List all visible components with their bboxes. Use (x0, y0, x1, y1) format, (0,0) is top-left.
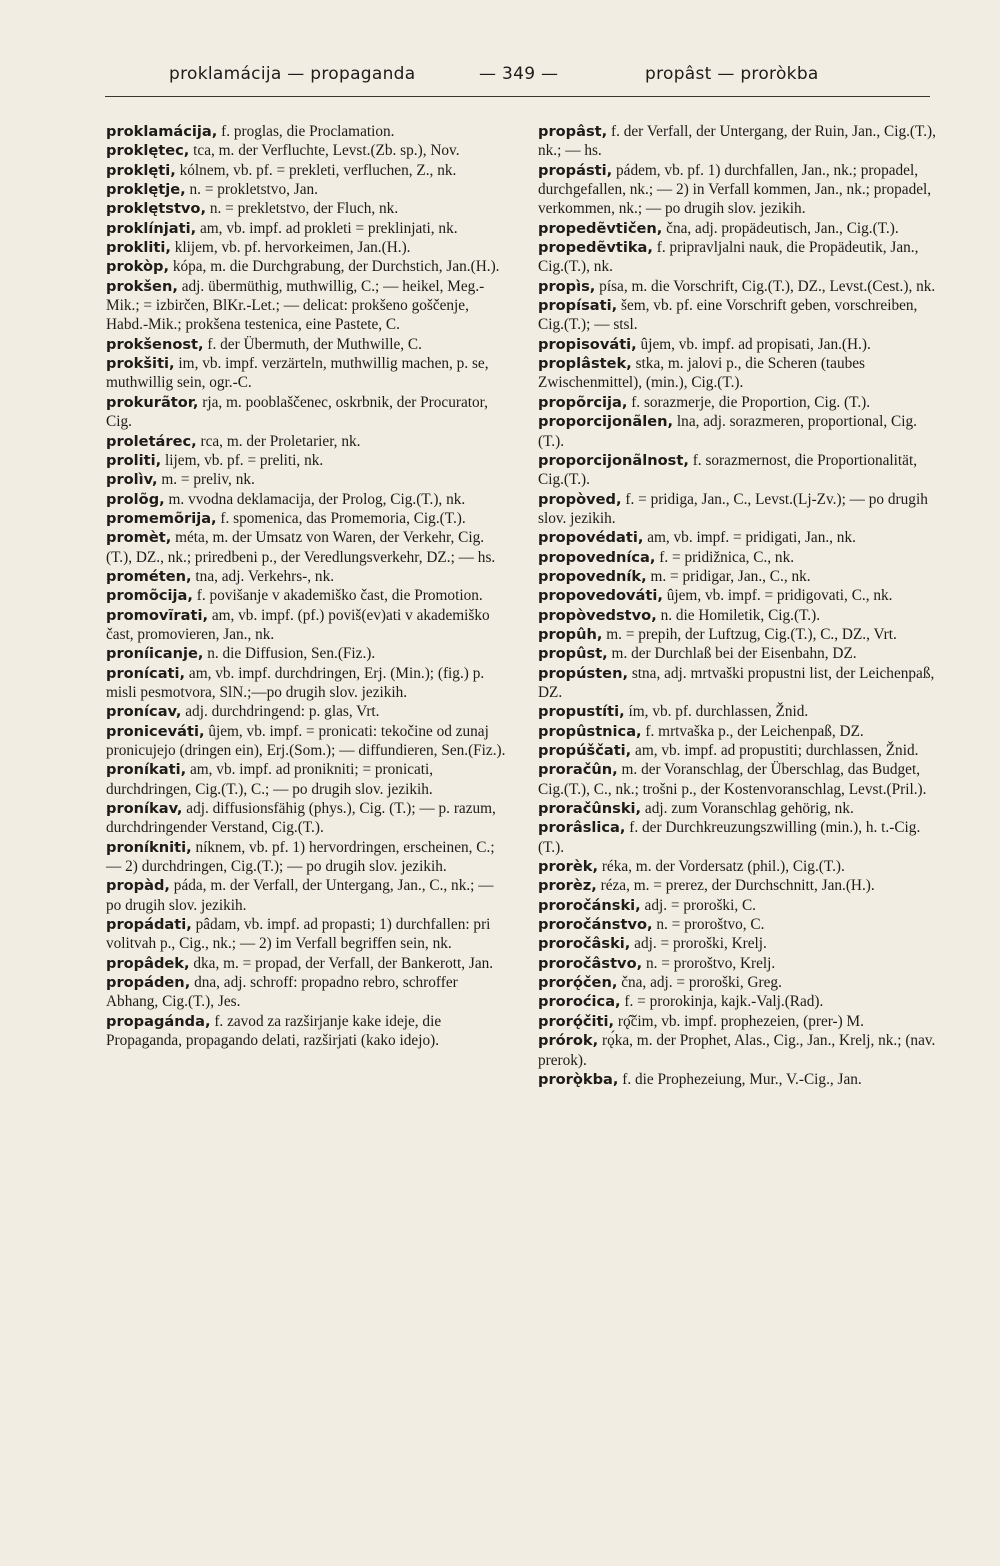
entry-headword: prokliti, (106, 239, 171, 257)
entry-definition: adj. durchdringend: p. glas, Vrt. (181, 703, 380, 721)
entry-definition: adj. übermüthig, muthwillig, C.; — heikel, Meg.-Mik.; = izbirčen, BlKr.-Let.; — delicat: prokšeno goščenje, Habd.-Mik.; prokšena testenica, eine Pastete, C. (106, 277, 485, 334)
entry-definition: n. die Homiletik, Cig.(T.). (656, 606, 821, 624)
entry-headword: proliti, (106, 451, 162, 469)
entry-headword: propòvedstvo, (538, 606, 657, 624)
entry-definition: tna, adj. Verkehrs-, nk. (191, 567, 335, 585)
dictionary-entry (538, 161, 940, 219)
entry-definition: stna, adj. mrtvaški propustni list, der Leichenpaß, DZ. (538, 664, 935, 701)
dictionary-entry (538, 722, 940, 741)
entry-headword: prorǫ́čiti, (538, 1012, 615, 1030)
dictionary-entry (538, 625, 940, 644)
entry-headword: prokšiti, (106, 355, 175, 373)
dictionary-entry (538, 1031, 940, 1070)
dictionary-entry (538, 393, 940, 412)
entry-definition: stka, m. jalovi p., die Scheren (taubes Zwischenmittel), (min.), Cig.(T.). (538, 355, 865, 392)
dictionary-entry (538, 548, 940, 567)
entry-definition: lna, adj. sorazmeren, proportional, Cig.(T.). (538, 413, 917, 450)
entry-definition: f. die Prophezeiung, Mur., V.-Cig., Jan. (618, 1070, 862, 1088)
dictionary-entry (538, 219, 940, 238)
entry-headword: propovedníca, (538, 548, 656, 566)
entry-headword: propovedník, (538, 567, 647, 585)
entry-definition: n. = prokletstvo, Jan. (185, 181, 318, 199)
entry-definition: tca, m. der Verfluchte, Levst.(Zb. sp.), Nov. (189, 142, 460, 160)
entry-definition: m. der Durchlaß bei der Eisenbahn, DZ. (607, 645, 857, 663)
entry-definition: f. der Durchkreuzungszwilling (min.), h. t.-Cig.(T.). (538, 819, 921, 856)
dictionary-entry (106, 199, 508, 218)
entry-definition: pádem, vb. pf. 1) durchfallen, Jan., nk.; propadel, durchgefallen, nk.; — 2) in Verfall kommen, Jan., nk.; propadel, verkommen, nk.; — po drugih slov. jezikih. (538, 161, 932, 218)
dictionary-entry (106, 490, 508, 509)
entry-headword: propásti, (538, 161, 613, 179)
entry-headword: proplâstek, (538, 355, 632, 373)
entry-definition: réka, m. der Vordersatz (phil.), Cig.(T.). (598, 858, 845, 876)
entry-definition: n. die Diffusion, Sen.(Fiz.). (203, 645, 376, 663)
dictionary-entry (538, 934, 940, 953)
dictionary-entry (106, 161, 508, 180)
dictionary-entry (106, 606, 508, 645)
dictionary-entry (538, 915, 940, 934)
entry-headword: proníkav, (106, 800, 183, 818)
entry-headword: propádati, (106, 916, 192, 934)
right-column (538, 122, 940, 1089)
entry-definition: f. sorazmernost, die Proportionalität, Cig.(T.). (538, 451, 918, 489)
entry-definition: méta, m. der Umsatz von Waren, der Verkehr, Cig.(T.), DZ., nk.; priredbeni p., der Veredlungsverkehr, DZ.; — hs. (106, 529, 496, 566)
entry-headword: prokšen, (106, 277, 178, 295)
entry-headword: propûh, (538, 625, 603, 643)
dictionary-entry (106, 219, 508, 238)
entry-headword: prométen, (106, 567, 192, 585)
entry-headword: propisováti, (538, 335, 637, 353)
entry-definition: šem, vb. pf. eine Vorschrift geben, vorschreiben, Cig.(T.); — stsl. (538, 297, 918, 334)
dictionary-entry (106, 838, 508, 877)
entry-headword: promovĩrati, (106, 606, 208, 624)
entry-headword: proporcijonãlen, (538, 413, 674, 431)
entry-definition: adj. = proroški, Krelj. (630, 935, 767, 953)
dictionary-entry (538, 335, 940, 354)
entry-definition: f. spomenica, das Promemoria, Cig.(T.). (216, 509, 466, 527)
dictionary-entry (106, 973, 508, 1012)
dictionary-entry (538, 992, 940, 1011)
entry-headword: propâdek, (106, 954, 190, 972)
entry-definition: n. = proroštvo, C. (652, 916, 765, 934)
dictionary-entry (106, 799, 508, 838)
entry-definition: f. der Übermuth, der Muthwille, C. (203, 335, 422, 353)
entry-headword: proročâstvo, (538, 954, 643, 972)
entry-definition: dka, m. = propad, der Verfall, der Bankerott, Jan. (189, 954, 494, 972)
dictionary-entry (538, 818, 940, 857)
entry-definition: m. vvodna deklamacija, der Prolog, Cig.(T.), nk. (164, 490, 466, 508)
dictionary-entry (106, 760, 508, 799)
entry-headword: proročánstvo, (538, 916, 653, 934)
entry-headword: proklętstvo, (106, 200, 206, 218)
entry-headword: promõcija, (106, 587, 193, 605)
entry-definition: f. = pridiga, Jan., C., Levst.(Lj-Zv.); — po drugih slov. jezikih. (538, 490, 928, 527)
dictionary-entry (106, 335, 508, 354)
dictionary-entry (538, 644, 940, 663)
entry-definition: m. = preliv, nk. (157, 471, 255, 489)
entry-definition: réza, m. = prerez, der Durchschnitt, Jan.(H.). (596, 877, 875, 895)
dictionary-entry (106, 393, 508, 432)
dictionary-entry (106, 451, 508, 470)
entry-headword: proporcijonãlnost, (538, 451, 689, 469)
entry-headword: pronícav, (106, 703, 182, 721)
entry-headword: proniceváti, (106, 722, 205, 740)
entry-definition: níknem, vb. pf. 1) hervordringen, erscheinen, C.; — 2) durchdringen, Cig.(T.); — po drugih slov. jezikih. (106, 838, 495, 876)
dictionary-entry (538, 896, 940, 915)
dictionary-entry (106, 915, 508, 954)
entry-definition: adj. = proroški, C. (640, 896, 757, 914)
entry-headword: propustíti, (538, 703, 625, 721)
dictionary-entry (106, 432, 508, 451)
page-number: — 349 — (479, 64, 559, 84)
entry-definition: f. = prorokinja, kajk.-Valj.(Rad). (620, 993, 824, 1011)
entry-definition: ûjem, vb. impf. = pronicati: tekočine od zunaj pronicujejo (dringen ein), Erj.(Som.); — diffundieren, Sen.(Fiz.). (106, 722, 506, 759)
entry-definition: rǫ́ka, m. der Prophet, Alas., Cig., Jan., Krelj, nk.; (nav. prerok). (538, 1032, 936, 1069)
dictionary-entry (106, 257, 508, 276)
entry-headword: propedẽvtičen, (538, 219, 663, 237)
dictionary-entry (106, 180, 508, 199)
entry-definition: adj. diffusionsfähig (phys.), Cig. (T.); — p. razum, durchdringender Verstand, Cig.(T.). (106, 800, 496, 837)
entry-headword: proklamácija, (106, 123, 218, 140)
dictionary-entry (538, 238, 940, 277)
dictionary-entry (106, 277, 508, 335)
entry-headword: propovédati, (538, 529, 644, 547)
entry-headword: proklęti, (106, 161, 176, 179)
entry-definition: f. mrtvaška p., der Leichenpaß, DZ. (641, 722, 864, 740)
entry-headword: proročánski, (538, 896, 641, 914)
dictionary-entry (538, 586, 940, 605)
dictionary-entry (106, 702, 508, 721)
entry-headword: propàd, (106, 877, 170, 895)
dictionary-entry (538, 567, 940, 586)
entry-definition: am, vb. impf. durchdringen, Erj. (Min.); (fig.) p. misli pesmotvora, SlN.;—po drugih slov. jezikih. (106, 664, 485, 701)
entry-headword: promèt, (106, 529, 172, 547)
entry-definition: f. povišanje v akademiško čast, die Promotion. (192, 587, 483, 605)
entry-headword: pronícati, (106, 664, 186, 682)
entry-headword: proračûn, (538, 761, 618, 779)
entry-definition: rja, m. pooblaščenec, oskrbnik, der Procurator, Cig. (106, 393, 488, 431)
entry-definition: kólnem, vb. pf. = prekleti, verfluchen, Z., nk. (175, 161, 457, 179)
entry-headword: proroćica, (538, 993, 621, 1011)
entry-headword: proletárec, (106, 432, 197, 450)
entry-definition: ím, vb. pf. durchlassen, Žnid. (624, 703, 809, 721)
entry-headword: proklętje, (106, 181, 186, 199)
entry-headword: propûst, (538, 645, 608, 663)
dictionary-entry (106, 664, 508, 703)
dictionary-entry (538, 741, 940, 760)
entry-headword: propústen, (538, 664, 628, 682)
dictionary-entry (538, 1070, 940, 1089)
entry-definition: im, vb. impf. verzärteln, muthwillig machen, p. se, muthwillig sein, ogr.-C. (106, 355, 489, 392)
dictionary-entry (106, 470, 508, 489)
entry-definition: f. sorazmerje, die Proportion, Cig. (T.). (627, 393, 871, 411)
entry-headword: propovedováti, (538, 587, 663, 605)
entry-definition: f. pripravljalni nauk, die Propädeutik, Jan., Cig.(T.), nk. (538, 239, 919, 276)
entry-definition: pâdam, vb. impf. ad propasti; 1) durchfallen: pri volitvah p., Cig., nk.; — 2) im Verfall begriffen sein, nk. (106, 916, 491, 953)
entry-definition: m. der Voranschlag, der Überschlag, das Budget, Cig.(T.), C., nk.; trošni p., der Kostenvoranschlag, Levst.(Pril.). (538, 761, 927, 798)
entry-headword: propûstnica, (538, 722, 642, 740)
entry-definition: m. = pridigar, Jan., C., nk. (646, 567, 811, 585)
header-right-guideword: propâst — proròkba (645, 64, 819, 84)
entry-headword: propísati, (538, 297, 618, 315)
dictionary-entry (538, 296, 940, 335)
dictionary-entry (106, 586, 508, 605)
entry-headword: proročâski, (538, 935, 631, 953)
entry-headword: propagánda, (106, 1012, 211, 1030)
dictionary-entry (106, 238, 508, 257)
dictionary-entry (106, 876, 508, 915)
dictionary-entry (538, 954, 940, 973)
dictionary-entry (106, 954, 508, 973)
entry-headword: propòved, (538, 490, 622, 508)
entry-definition: kópa, m. die Durchgrabung, der Durchstich, Jan.(H.). (169, 258, 500, 276)
header-left-guideword: proklamácija — propaganda (169, 64, 416, 84)
entry-definition: klijem, vb. pf. hervorkeimen, Jan.(H.). (170, 239, 411, 257)
entry-headword: promemõrija, (106, 509, 217, 527)
dictionary-entry (538, 702, 940, 721)
entry-definition: čna, adj. propädeutisch, Jan., Cig.(T.). (662, 219, 899, 237)
entry-headword: proračûnski, (538, 800, 642, 818)
entry-headword: propõrcija, (538, 393, 628, 411)
dictionary-entry (538, 1012, 940, 1031)
dictionary-entry (538, 799, 940, 818)
entry-definition: f. zavod za razširjanje kake ideje, die Propaganda, propagando delati, razširjati (kako idejo). (106, 1012, 442, 1050)
entry-headword: prokurãtor, (106, 393, 199, 411)
dictionary-entry (106, 528, 508, 567)
dictionary-entry (538, 412, 940, 451)
dictionary-entry (538, 664, 940, 703)
entry-headword: prorǫ̀kba, (538, 1070, 619, 1088)
entry-definition: ûjem, vb. impf. ad propisati, Jan.(H.). (636, 335, 871, 353)
dictionary-entry (538, 760, 940, 799)
entry-definition: am, vb. impf. (pf.) poviš(ev)ati v akademiško čast, promovieren, Jan., nk. (106, 606, 490, 643)
entry-headword: prórok, (538, 1032, 599, 1050)
entry-definition: f. = pridižnica, C., nk. (655, 548, 795, 566)
entry-headword: proníicanje, (106, 645, 204, 663)
entry-headword: propúščati, (538, 742, 632, 759)
entry-headword: prolìv, (106, 471, 158, 489)
header-rule (105, 96, 930, 97)
dictionary-entry (106, 122, 508, 141)
page-header (105, 58, 930, 92)
dictionary-entry (538, 857, 940, 876)
entry-definition: f. der Verfall, der Untergang, der Ruin, Jan., Cig.(T.), nk.; — hs. (538, 123, 936, 160)
entry-definition: ûjem, vb. impf. = pridigovati, C., nk. (662, 587, 893, 605)
entry-definition: am, vb. impf. ad prokleti = preklinjati, nk. (196, 219, 458, 237)
entry-headword: prolõg, (106, 490, 165, 508)
dictionary-entry (106, 567, 508, 586)
dictionary-entry (106, 354, 508, 393)
dictionary-entry (538, 451, 940, 490)
dictionary-entry (538, 122, 940, 161)
entry-headword: propáden, (106, 974, 191, 992)
dictionary-entry (538, 876, 940, 895)
entry-headword: proníkati, (106, 761, 187, 779)
entry-headword: propâst, (538, 123, 608, 140)
entry-definition: am, vb. impf. ad propustiti; durchlassen, Žnid. (631, 742, 919, 759)
entry-definition: dna, adj. schroff: propadno rebro, schroffer Abhang, Cig.(T.), Jes. (106, 974, 458, 1011)
entry-headword: propìs, (538, 277, 596, 295)
entry-definition: adj. zum Voranschlag gehörig, nk. (641, 800, 854, 818)
dictionary-entry (106, 141, 508, 160)
entry-headword: proklínjati, (106, 219, 197, 237)
entry-headword: prokòp, (106, 258, 169, 276)
entry-definition: rca, m. der Proletarier, nk. (196, 432, 361, 450)
entry-definition: f. proglas, die Proclamation. (217, 123, 395, 140)
entry-headword: prorèz, (538, 877, 597, 895)
entry-headword: propedẽvtika, (538, 239, 653, 257)
entry-definition: am, vb. impf. ad pronikniti; = pronicati, durchdringen, Cig.(T.), C.; — po drugih slov. jezikih. (106, 761, 434, 798)
entry-definition: rǫ̂čim, vb. impf. prophezeien, (prer-) M. (614, 1012, 864, 1030)
dictionary-entry (538, 354, 940, 393)
entry-definition: n. = proroštvo, Krelj. (642, 954, 776, 972)
left-column (106, 122, 508, 1051)
dictionary-entry (538, 606, 940, 625)
dictionary-entry (538, 277, 940, 296)
entry-headword: proníkniti, (106, 838, 192, 856)
entry-definition: m. = prepih, der Luftzug, Cig.(T.), C., DZ., Vrt. (602, 625, 897, 643)
entry-definition: lijem, vb. pf. = preliti, nk. (161, 451, 324, 469)
dictionary-entry (106, 722, 508, 761)
entry-headword: prokšenost, (106, 335, 204, 353)
entry-definition: n. = prekletstvo, der Fluch, nk. (206, 200, 399, 218)
dictionary-entry (106, 509, 508, 528)
dictionary-entry (538, 490, 940, 529)
entry-headword: prorǫ́čen, (538, 974, 618, 992)
entry-definition: písa, m. die Vorschrift, Cig.(T.), DZ., Levst.(Cest.), nk. (595, 277, 936, 295)
dictionary-entry (106, 644, 508, 663)
entry-definition: čna, adj. = proroški, Greg. (617, 974, 782, 992)
entry-headword: prorèk, (538, 858, 599, 876)
entry-headword: proklętec, (106, 142, 190, 160)
entry-definition: páda, m. der Verfall, der Untergang, Jan., C., nk.; — po drugih slov. jezikih. (106, 877, 494, 914)
dictionary-entry (538, 973, 940, 992)
entry-definition: am, vb. impf. = pridigati, Jan., nk. (643, 529, 856, 547)
entry-headword: prorâslica, (538, 819, 626, 837)
dictionary-entry (538, 528, 940, 547)
dictionary-entry (106, 1012, 508, 1051)
